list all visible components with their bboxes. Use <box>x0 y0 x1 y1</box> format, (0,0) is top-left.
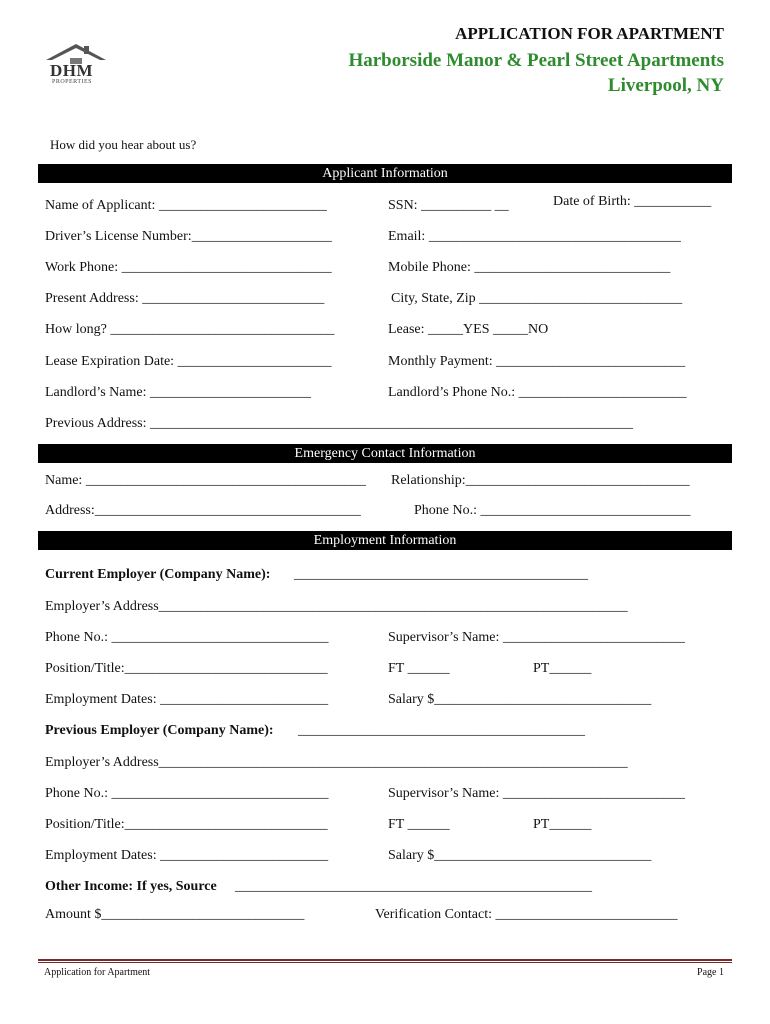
prev-position-field[interactable]: Position/Title:_____________________________ <box>45 817 328 832</box>
logo-subtext: PROPERTIES <box>52 79 92 85</box>
present-address-field[interactable]: Present Address: __________________________ <box>45 291 325 306</box>
property-name: Harborside Manor & Pearl Street Apartments <box>348 50 724 71</box>
footer-page-number: Page 1 <box>697 967 724 978</box>
previous-employer-field[interactable]: _________________________________________ <box>298 723 585 738</box>
footer-doc-title: Application for Apartment <box>44 967 151 978</box>
footer-rule-thin <box>38 962 732 963</box>
form-title: APPLICATION FOR APARTMENT <box>455 24 724 43</box>
how-long-field[interactable]: How long? ________________________________ <box>45 322 335 337</box>
prev-employment-dates-field[interactable]: Employment Dates: ________________________ <box>45 848 329 863</box>
salary-field[interactable]: Salary $_______________________________ <box>388 692 652 707</box>
city-state-zip-field[interactable]: City, State, Zip _____________________________ <box>391 291 683 306</box>
emergency-phone-field[interactable]: Phone No.: ______________________________ <box>414 503 691 518</box>
employment-dates-field[interactable]: Employment Dates: ________________________ <box>45 692 329 707</box>
monthly-payment-field[interactable]: Monthly Payment: ___________________________ <box>388 354 686 369</box>
position-field[interactable]: Position/Title:_____________________________ <box>45 661 328 676</box>
pt-field[interactable]: PT______ <box>533 661 592 676</box>
landlord-phone-field[interactable]: Landlord’s Phone No.: ________________________ <box>388 385 687 400</box>
property-location: Liverpool, NY <box>607 75 724 96</box>
emergency-name-field[interactable]: Name: ________________________________________ <box>45 473 366 488</box>
amount-field[interactable]: Amount $_____________________________ <box>45 907 305 922</box>
employer-address-field[interactable]: Employer’s Address___________________________________________________________________ <box>45 599 628 614</box>
email-field[interactable]: Email: ____________________________________ <box>388 229 681 244</box>
other-income-field[interactable]: ___________________________________________________ <box>235 879 592 894</box>
footer-rule <box>38 959 732 961</box>
employer-phone-field[interactable]: Phone No.: _______________________________ <box>45 630 329 645</box>
current-employer-field[interactable]: __________________________________________ <box>294 567 588 582</box>
prev-ft-field[interactable]: FT ______ <box>388 817 450 832</box>
work-phone-field[interactable]: Work Phone: ______________________________ <box>45 260 332 275</box>
section-bar-emergency: Emergency Contact Information <box>38 444 732 463</box>
lease-expiration-field[interactable]: Lease Expiration Date: ______________________ <box>45 354 332 369</box>
ssn-field[interactable]: SSN: __________ __ <box>388 198 509 213</box>
company-logo <box>44 40 108 90</box>
lease-field[interactable]: Lease: _____YES _____NO <box>388 322 549 337</box>
prev-employer-address-field[interactable]: Employer’s Address___________________________________________________________________ <box>45 755 628 770</box>
relationship-field[interactable]: Relationship:________________________________ <box>391 473 690 488</box>
previous-address-field[interactable]: Previous Address: _____________________________________________________________________ <box>45 416 633 431</box>
previous-employer-label: Previous Employer (Company Name): <box>45 723 274 738</box>
applicant-name-field[interactable]: Name of Applicant: ________________________ <box>45 198 327 213</box>
dob-field[interactable]: Date of Birth: ___________ <box>553 194 712 209</box>
section-bar-applicant: Applicant Information <box>38 164 732 183</box>
prev-salary-field[interactable]: Salary $_______________________________ <box>388 848 652 863</box>
other-income-label: Other Income: If yes, Source <box>45 879 217 894</box>
current-employer-label: Current Employer (Company Name): <box>45 567 271 582</box>
hear-about-prompt: How did you hear about us? <box>50 137 197 152</box>
prev-supervisor-field[interactable]: Supervisor’s Name: __________________________ <box>388 786 685 801</box>
supervisor-field[interactable]: Supervisor’s Name: __________________________ <box>388 630 685 645</box>
landlord-name-field[interactable]: Landlord’s Name: _______________________ <box>45 385 311 400</box>
ft-field[interactable]: FT ______ <box>388 661 450 676</box>
prev-employer-phone-field[interactable]: Phone No.: _______________________________ <box>45 786 329 801</box>
emergency-address-field[interactable]: Address:______________________________________ <box>45 503 361 518</box>
verification-contact-field[interactable]: Verification Contact: __________________________ <box>375 907 678 922</box>
section-bar-employment: Employment Information <box>38 531 732 550</box>
prev-pt-field[interactable]: PT______ <box>533 817 592 832</box>
mobile-phone-field[interactable]: Mobile Phone: ____________________________ <box>388 260 671 275</box>
license-field[interactable]: Driver’s License Number:____________________ <box>45 229 332 244</box>
logo-text: DHM <box>50 61 94 80</box>
